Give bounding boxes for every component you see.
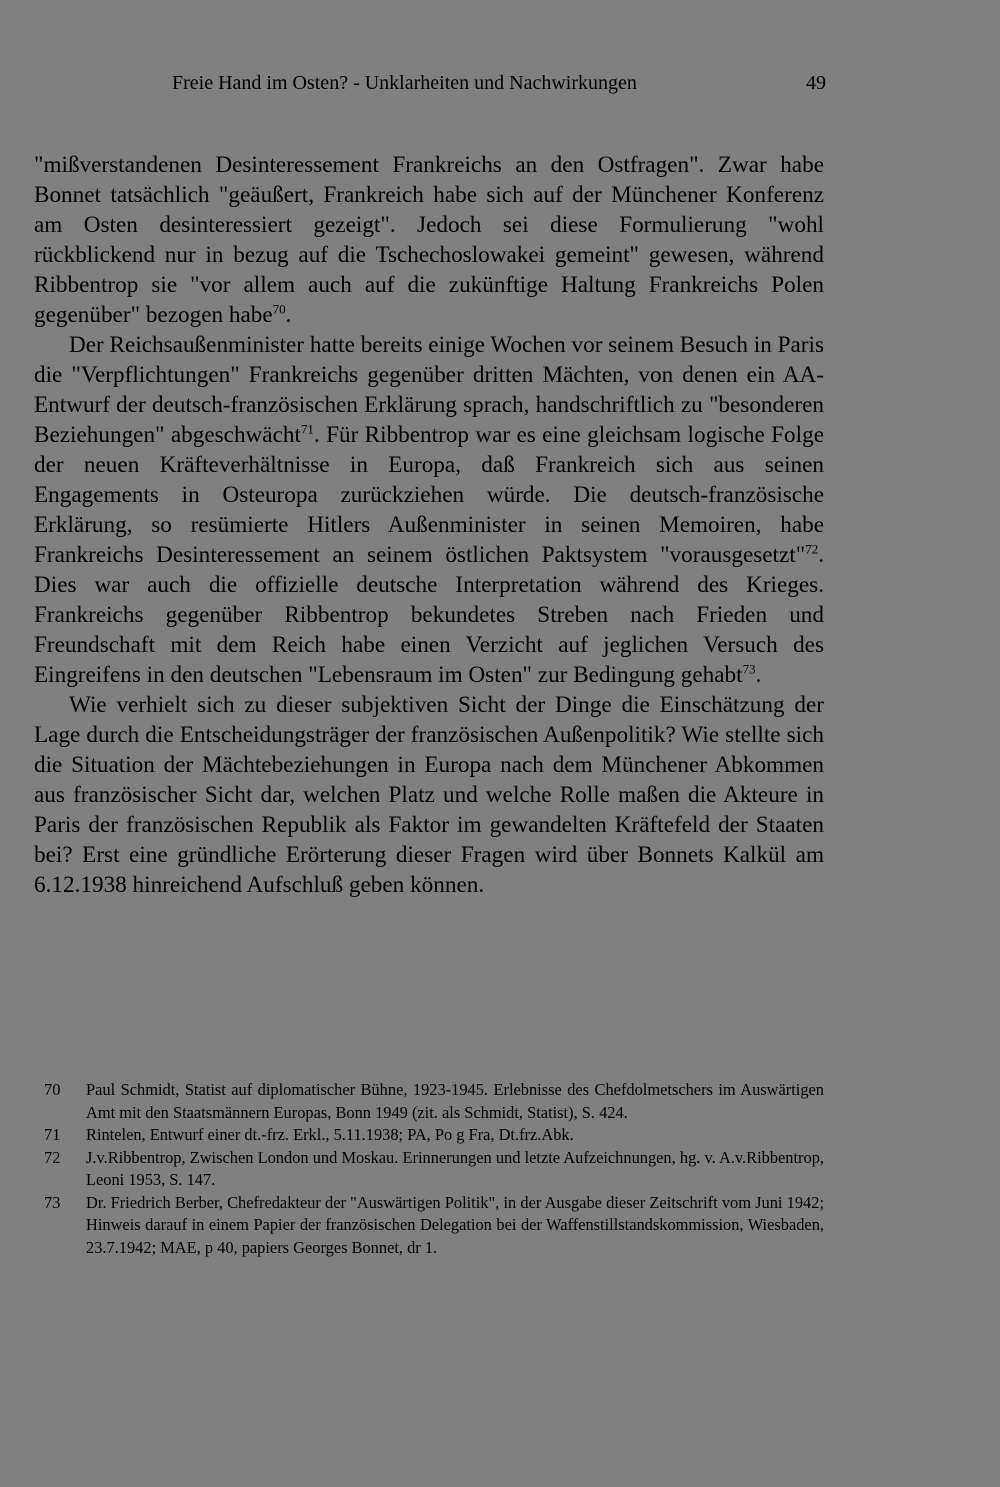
footnotes — [34, 1079, 824, 1259]
footnote-ref[interactable]: 72 — [805, 541, 819, 557]
footnote — [34, 1079, 824, 1124]
paragraph: Wie verhielt sich zu dieser subjektiven Sicht der Dinge die Einschätzung der Lage durch die Entscheidungsträger der französischen Außenpolitik? Wie stellte sich die Situation der Mächtebeziehungen in Europa nach dem Münchener Abkommen aus französischer Sicht dar, welchen Platz und welche Rolle maßen die Akteure in Paris der französischen Republik als Faktor im gewandelten Kräftefeld der Staaten bei? Erst eine gründliche Erörterung dieser Fragen wird über Bonnets Kalkül am 6.12.1938 hinreichend Aufschluß geben können. — [34, 692, 824, 898]
footnote-number: 70 — [44, 1080, 61, 1099]
footnote — [34, 1124, 824, 1147]
footnote-ref[interactable]: 70 — [272, 301, 286, 317]
footnote — [34, 1192, 824, 1260]
footnote-text: Dr. Friedrich Berber, Chefredakteur der "Auswärtigen Politik", in der Ausgabe dieser Zeitschrift vom Juni 1942; Hinweis darauf in einem Papier der französischen Delegation bei der Waffenstillstandskommission, Wiesbaden, 23.7.1942; MAE, p 40, papiers Georges Bonnet, dr 1. — [86, 1192, 824, 1257]
footnote-text: Rintelen, Entwurf einer dt.-frz. Erkl., 5.11.1938; PA, Po g Fra, Dt.frz.Abk. — [86, 1125, 574, 1144]
footnote-ref[interactable]: 73 — [742, 661, 756, 677]
paragraph: Der Reichsaußenminister hatte bereits einige Wochen vor seinem Besuch in Paris die "Verpflichtungen" Frankreichs gegenüber dritten Mächten, von denen ein AA-Entwurf der deutsch-französischen Erklärung sprach, handschriftlich zu "besonderen Beziehungen" abgeschwächt$^{71}$. Für Ribbentrop war es eine gleichsam logische Folge der neuen Kräfteverhältnisse in Europa, daß Frankreich sich aus seinen Engagements in Osteuropa zurückziehen würde. Die deutsch-französische Erklärung, so resümierte Hitlers Außenminister in seinen Memoiren, habe Frankreichs Desinteressement an seinem östlichen Paktsystem "vorausgesetzt"$^{72}$. Dies war auch die offizielle deutsche Interpretation während des Krieges. Frankreichs gegenüber Ribbentrop bekundetes Streben nach Frieden und Freundschaft mit dem Reich habe einen Verzicht auf jeglichen Versuch des Eingreifens in den deutschen "Lebensraum im Osten" zur Bedingung gehabt$^{73}$. — [34, 332, 824, 688]
footnote-number: 72 — [44, 1147, 61, 1167]
footnote-number: 73 — [44, 1192, 61, 1212]
paragraph: "mißverstandenen Desinteressement Frankreichs an den Ostfragen". Zwar habe Bonnet tatsächlich "geäußert, Frankreich habe sich auf der Münchener Konferenz am Osten desinteressiert gezeigt". Jedoch sei diese Formulierung "wohl rückblickend nur in bezug auf die Tschechoslowakei gemeint" gewesen, während Ribbentrop sie "vor allem auch auf die zukünftige Haltung Frankreichs Polen gegenüber" bezogen habe$^{70}$. — [34, 152, 824, 328]
footnote-number: 71 — [44, 1125, 61, 1144]
footnote-text: J.v.Ribbentrop, Zwischen London und Moskau. Erinnerungen und letzte Aufzeichnungen, hg. v. A.v.Ribbentrop, Leoni 1953, S. 147. — [86, 1147, 824, 1189]
page-number: 49 — [806, 72, 826, 94]
body-text — [34, 150, 824, 900]
running-header — [0, 68, 1000, 100]
running-title: Freie Hand im Osten? - Unklarheiten und Nachwirkungen — [172, 72, 637, 94]
footnote-text: Paul Schmidt, Statist auf diplomatischer Bühne, 1923-1945. Erlebnisse des Chefdolmetschers im Auswärtigen Amt mit den Staatsmännern Europas, Bonn 1949 (zit. als Schmidt, Statist), S. 424. — [86, 1080, 824, 1122]
footnote-ref[interactable]: 71 — [300, 421, 314, 437]
footnote — [34, 1147, 824, 1192]
